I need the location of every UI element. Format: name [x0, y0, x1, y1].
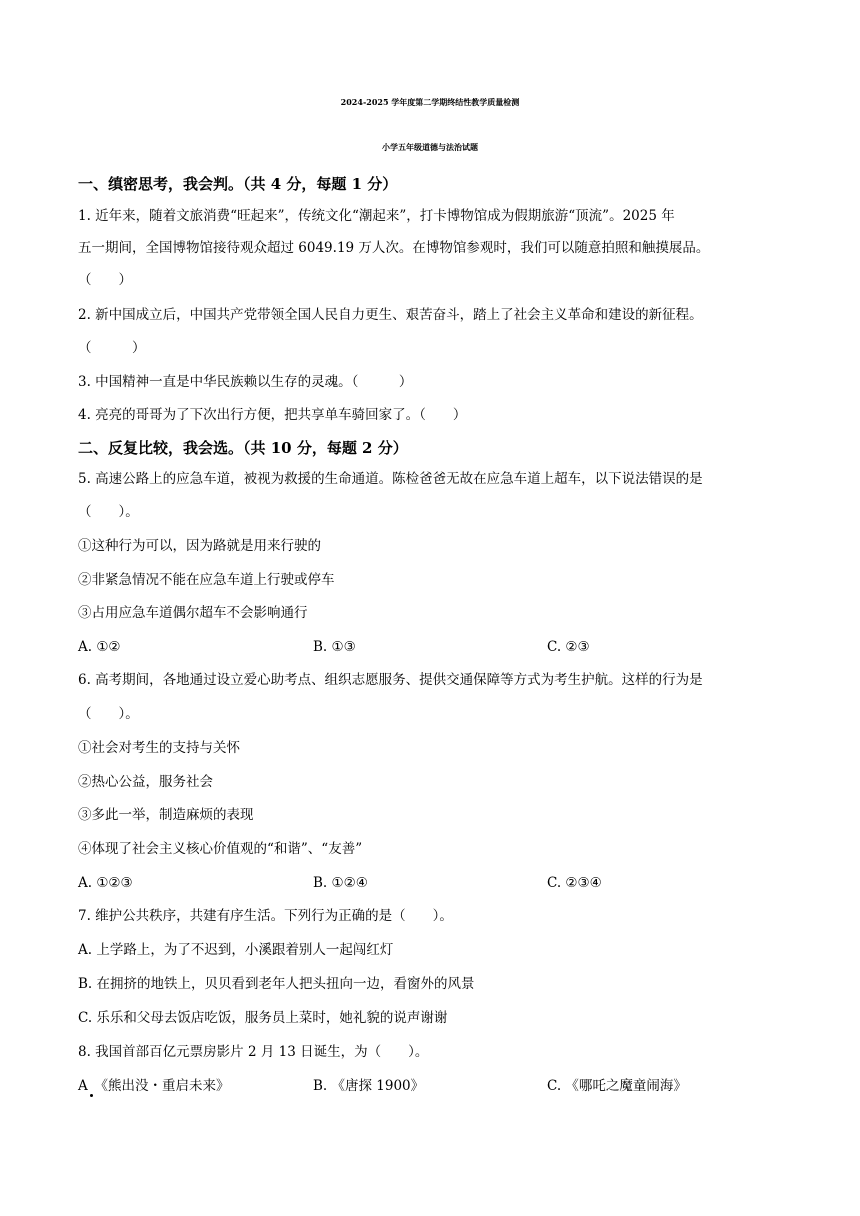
question-5-option-b: B. ①③ [313, 639, 356, 655]
question-1-answer-blank: （ ） [78, 272, 132, 288]
question-5-option-a: A. ①② [78, 639, 121, 655]
question-7-option-b: B. 在拥挤的地铁上，贝贝看到老年人把头扭向一边，看窗外的风景 [78, 976, 475, 992]
question-6-option-a: A. ①②③ [78, 875, 133, 891]
question-2-line-1: 2. 新中国成立后，中国共产党带领全国人民自力更生、艰苦奋斗，踏上了社会主义革命和建设的新征程。 [78, 307, 703, 323]
question-8-stem: 8. 我国首部百亿元票房影片 2 月 13 日诞生，为（ ）。 [78, 1044, 429, 1060]
question-6-statement-1: ①社会对考生的支持与关怀 [78, 740, 240, 756]
question-7-option-c: C. 乐乐和父母去饭店吃饭，服务员上菜时，她礼貌的说声谢谢 [78, 1010, 448, 1026]
question-5-statement-2: ②非紧急情况不能在应急车道上行驶或停车 [78, 572, 335, 588]
question-8-option-b: B. 《唐探 1900》 [313, 1078, 425, 1094]
question-7-stem: 7. 维护公共秩序，共建有序生活。下列行为正确的是（ ）。 [78, 908, 453, 924]
stray-dot-mark [90, 1094, 93, 1097]
question-6-option-c: C. ②③④ [547, 875, 602, 891]
exam-subtitle: 小学五年级道德与法治试题 [382, 142, 478, 152]
section-1-heading: 一、缜密思考，我会判。（共 4 分，每题 1 分） [78, 175, 398, 193]
question-6-line-2: （ ）。 [78, 706, 139, 722]
question-1-line-2: 五一期间，全国博物馆接待观众超过 6049.19 万人次。在博物馆参观时，我们可以随意拍照和触摸展品。 [78, 240, 710, 256]
question-7-option-a: A. 上学路上，为了不迟到，小溪跟着别人一起闯红灯 [78, 942, 394, 958]
question-2-answer-blank: （ ） [78, 340, 146, 356]
question-6-statement-2: ②热心公益，服务社会 [78, 774, 213, 790]
question-6-statement-3: ③多此一举，制造麻烦的表现 [78, 807, 254, 823]
question-8-option-a: A 《熊出没・重启未来》 [78, 1078, 230, 1094]
question-5-line-1: 5. 高速公路上的应急车道，被视为救援的生命通道。陈检爸爸无故在应急车道上超车，以下说法错误的是 [78, 471, 703, 487]
question-5-option-c: C. ②③ [547, 639, 590, 655]
question-6-statement-4: ④体现了社会主义核心价值观的“和谐”、“友善” [78, 841, 363, 857]
exam-title: 2024-2025 学年度第二学期终结性教学质量检测 [340, 97, 520, 107]
question-3: 3. 中国精神一直是中华民族赖以生存的灵魂。（ ） [78, 374, 413, 390]
question-6-option-b: B. ①②④ [313, 875, 368, 891]
section-2-heading: 二、反复比较，我会选。（共 10 分，每题 2 分） [78, 439, 408, 457]
question-5-statement-1: ①这种行为可以，因为路就是用来行驶的 [78, 538, 321, 554]
question-8-option-c: C. 《哪吒之魔童闹海》 [547, 1078, 687, 1094]
question-5-line-2: （ ）。 [78, 504, 139, 520]
question-1-line-1: 1. 近年来，随着文旅消费“旺起来”，传统文化“潮起来”，打卡博物馆成为假期旅游“顶流”。2025 年 [78, 208, 675, 224]
question-5-statement-3: ③占用应急车道偶尔超车不会影响通行 [78, 605, 308, 621]
question-6-line-1: 6. 高考期间，各地通过设立爱心助考点、组织志愿服务、提供交通保障等方式为考生护航。这样的行为是 [78, 672, 703, 688]
question-4: 4. 亮亮的哥哥为了下次出行方便，把共享单车骑回家了。（ ） [78, 407, 467, 423]
